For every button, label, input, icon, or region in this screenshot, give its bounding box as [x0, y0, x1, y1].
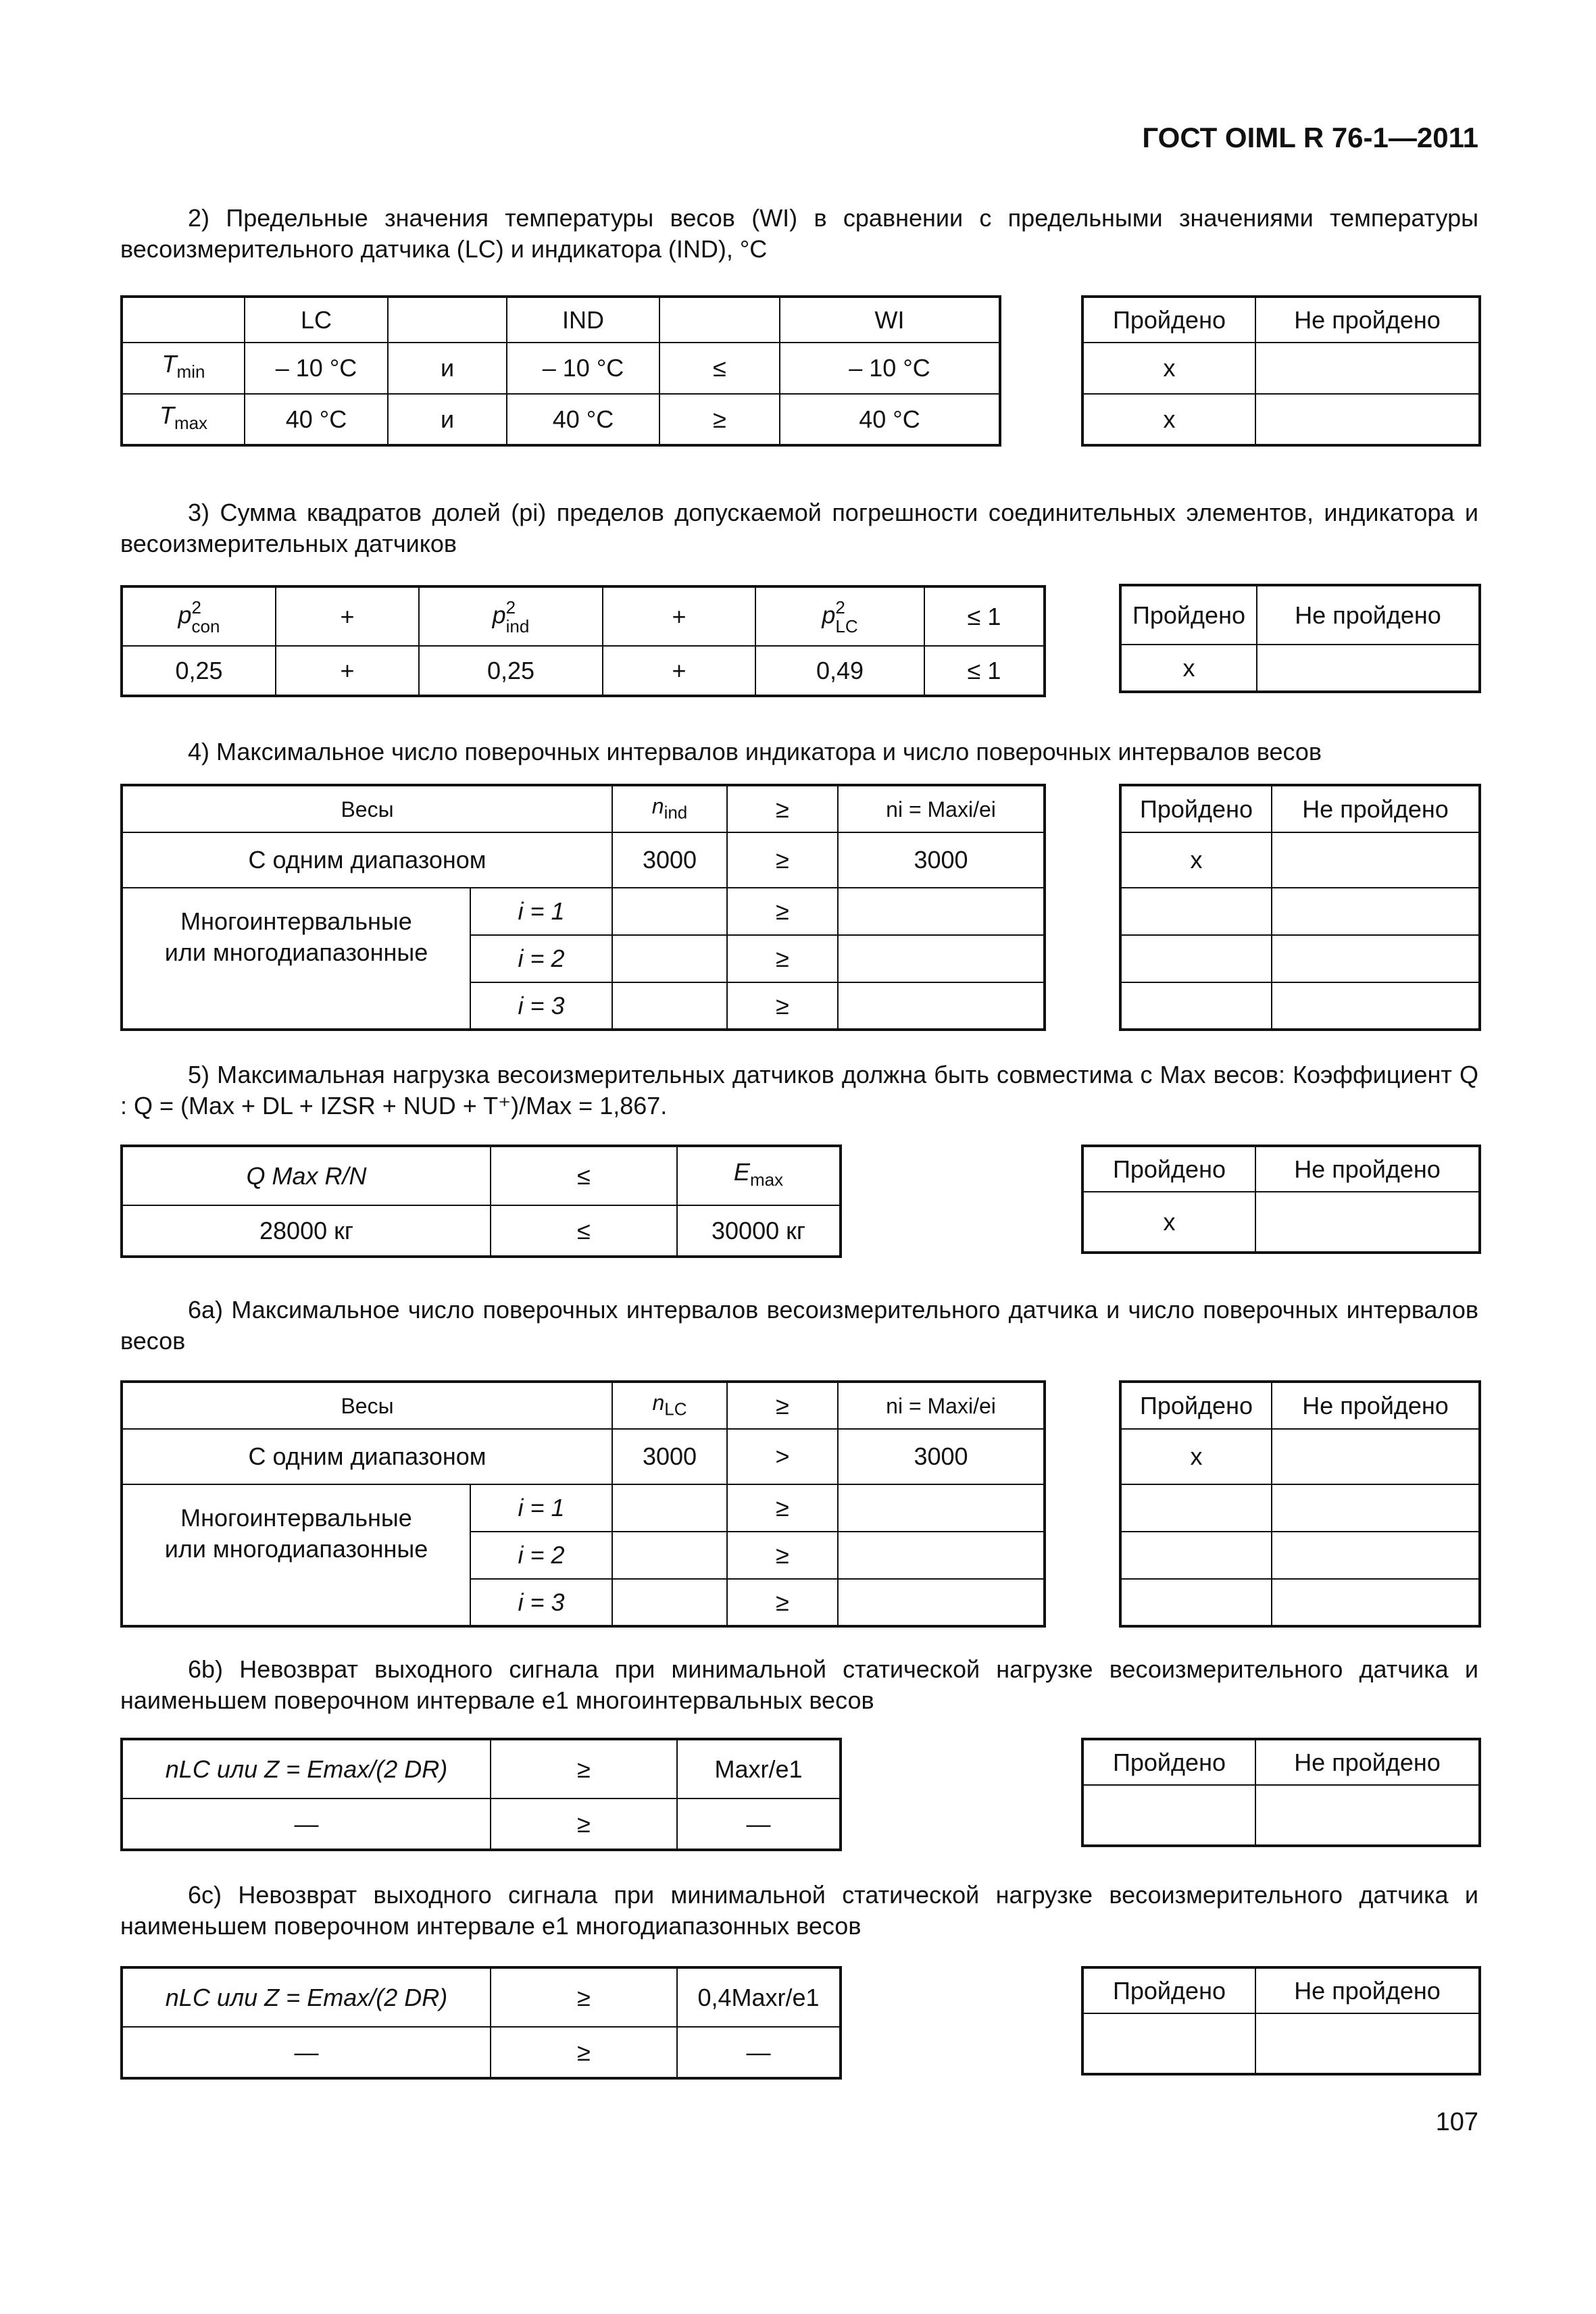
section-6b-text: 6b) Невозврат выходного сигнала при минимальной статической нагрузке весоизмерительного датчика и наименьшем поверочном интервале e1 многоинтервальных весов [120, 1655, 1478, 1714]
table-row: Многоинтервальные или многодиапазонные i = 1 ≥ [122, 1484, 1045, 1532]
s6a-result-table: Пройдено Не пройдено x [1119, 1380, 1481, 1628]
section-4-text: 4) Максимальное число поверочных интервалов индикатора и число поверочных интервалов весов [188, 738, 1322, 765]
s4-result-table: Пройдено Не пройдено x [1119, 784, 1481, 1031]
indicator-intervals-table: Весы $n_{ind}$ ≥ ni = Maxi/ei С одним диапазоном 3000 ≥ 3000 Многоинтервальные или многодиапазонные i = 1 ≥ i = 2 ≥ i = 3 ≥ [120, 784, 1046, 1031]
section-3-text: 3) Сумма квадратов долей (pi) пределов допускаемой погрешности соединительных элементов, индикатора и весоизмерительных датчиков [120, 499, 1478, 557]
table-row: i = 3 ≥ [122, 1579, 1045, 1626]
section-6c-text: 6с) Невозврат выходного сигнала при минимальной статической нагрузке весоизмерительного датчика и наименьшем поверочном интервале e1 многодиапазонных весов [120, 1881, 1478, 1940]
table-row: — ≥ — [122, 1799, 841, 1850]
section-5-text: 5) Максимальная нагрузка весоизмерительных датчиков должна быть совместима с Max весов: Коэффициент Q : Q = (Max + DL + IZSR + NUD + T⁺)/Max = 1,867. [120, 1061, 1478, 1120]
s6c-result-table: Пройдено Не пройдено [1081, 1966, 1481, 2076]
table-row: i = 2 ≥ [122, 1532, 1045, 1579]
table-row: 0,25 + 0,25 + 0,49 ≤ 1 [122, 646, 1045, 696]
s5-result-table: Пройдено Не пройдено x [1081, 1145, 1481, 1254]
table-row: Многоинтервальные или многодиапазонные i = 1 ≥ [122, 888, 1045, 935]
table-row: С одним диапазоном 3000 ≥ 3000 [122, 832, 1045, 888]
loadcell-intervals-table: Весы $n_{LC}$ ≥ ni = Maxi/ei С одним диапазоном 3000 > 3000 Многоинтервальные или многодиапазонные i = 1 ≥ i = 2 ≥ i = 3 ≥ [120, 1380, 1046, 1628]
table-row: $T_{max}$ 40 °C и 40 °C ≥ 40 °C [122, 394, 1000, 445]
table-row: i = 2 ≥ [122, 935, 1045, 982]
table-row: $T_{min}$ – 10 °C и – 10 °C ≤ – 10 °C [122, 343, 1000, 394]
creep-multirange-table: nLC или Z = Emax/(2 DR) ≥ 0,4Maxr/e1 — ≥ — [120, 1966, 842, 2080]
section-2-text: 2) Предельные значения температуры весов (WI) в сравнении с предельными значениями температуры весоизмерительного датчика (LC) и индикатора (IND), °C [120, 204, 1478, 263]
temperature-limits-table: LC IND WI $T_{min}$ – 10 °C и – 10 °C ≤ – 10 °C $T_{max}$ 40 °C и 40 °C ≥ 40 °C [120, 295, 1001, 447]
error-fractions-table: p2 con + p2 ind + p2 LC ≤ 1 0,25 + 0,25 + 0,49 ≤ 1 [120, 585, 1046, 697]
table-row: 28000 кг ≤ 30000 кг [122, 1205, 841, 1257]
document-header: ГОСТ OIML R 76-1—2011 [1142, 122, 1478, 153]
page-number: 107 [1435, 2108, 1478, 2136]
table-row: i = 3 ≥ [122, 982, 1045, 1030]
table-row: С одним диапазоном 3000 > 3000 [122, 1429, 1045, 1484]
s2-result-table: Пройдено Не пройдено x x [1081, 295, 1481, 447]
load-compatibility-table: Q Max R/N ≤ $E_{max}$ 28000 кг ≤ 30000 кг [120, 1145, 842, 1258]
s3-result-table: Пройдено Не пройдено x [1119, 584, 1481, 693]
table-row: — ≥ — [122, 2027, 841, 2078]
creep-multiinterval-table: nLC или Z = Emax/(2 DR) ≥ Maxr/e1 — ≥ — [120, 1738, 842, 1851]
section-6a-text: 6а) Максимальное число поверочных интервалов весоизмерительного датчика и число поверочных интервалов весов [120, 1296, 1478, 1355]
s6b-result-table: Пройдено Не пройдено [1081, 1738, 1481, 1847]
